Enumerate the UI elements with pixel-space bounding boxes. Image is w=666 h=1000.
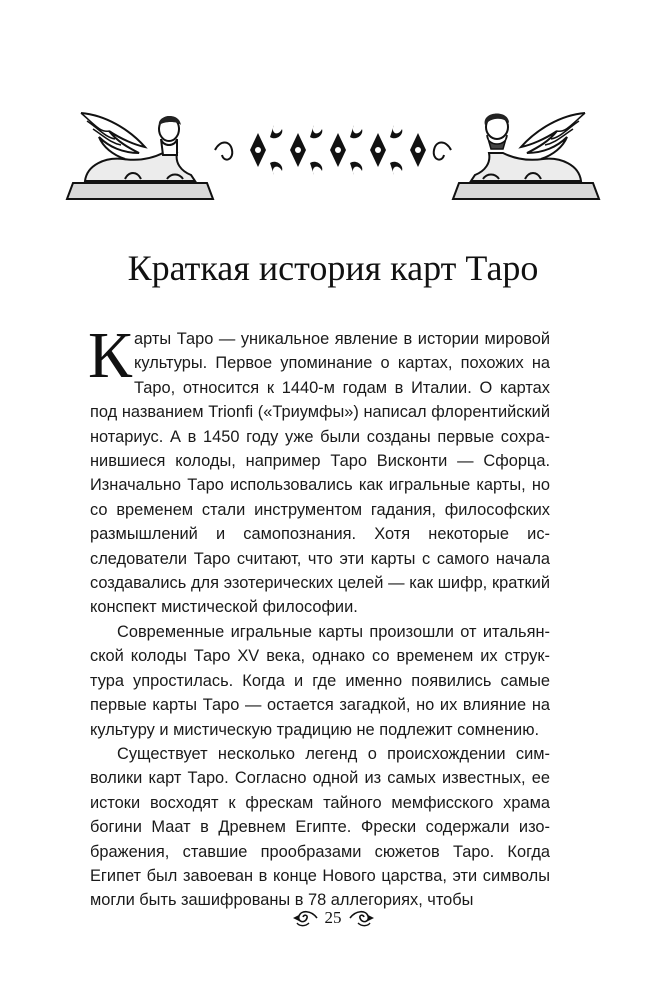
sphinx-left-icon	[65, 95, 215, 205]
fleuron-right-icon	[348, 907, 376, 929]
fleuron-left-icon	[291, 907, 319, 929]
page-number: 25	[324, 908, 342, 927]
sphinx-right-icon	[451, 95, 601, 205]
header-ornament	[60, 95, 606, 205]
page-footer	[0, 903, 666, 933]
paragraph: Существует несколько легенд о происхождении символики карт Таро. Согласно одной из самых известных, ее истоки восходят к фрескам тайного мемфисского храма богини Маат в Древнем Египте. Фрески содержали изображения, ставшие прообразами сюжетов Таро. Когда Египет был завоеван в конце Нового царства, эти символы могли быть зашифрованы в 78 аллегориях, чтобы	[90, 744, 550, 910]
paragraph	[88, 319, 550, 620]
drop-cap: К	[88, 319, 133, 392]
paragraph-text: арты Таро — уникальное явление в истории мировой культуры. Первое упоминание о картах, похожих на Таро, относится к 1440-м годам в Италии. О картах под названием Trionfi («Триумфы») написал флорентийский нотариус. А в 1450 году уже были созданы первые сохранившиеся колоды, например Таро Висконти — Сфорца. Изначально Таро использовались как игральные карты, но со временем стали инструментом гадания, философских размышлений и самопознания. Хотя некоторые исследователи Таро считают, что эти карты с самого начала создавались для эзотерических целей — как шифр, краткий конспект мистической философии.	[90, 330, 550, 617]
paragraph: Современные игральные карты произошли от итальянской колоды Таро XV века, однако со временем их структура упростилась. Когда и где именно появились самые первые карты Таро — остается загадкой, но их влияние на культуру и мистическую традицию не подлежит сомнению.	[90, 622, 550, 739]
ornamental-band-icon	[210, 115, 456, 185]
page-title: Краткая история карт Таро	[127, 248, 539, 288]
chapter-body	[88, 319, 550, 913]
